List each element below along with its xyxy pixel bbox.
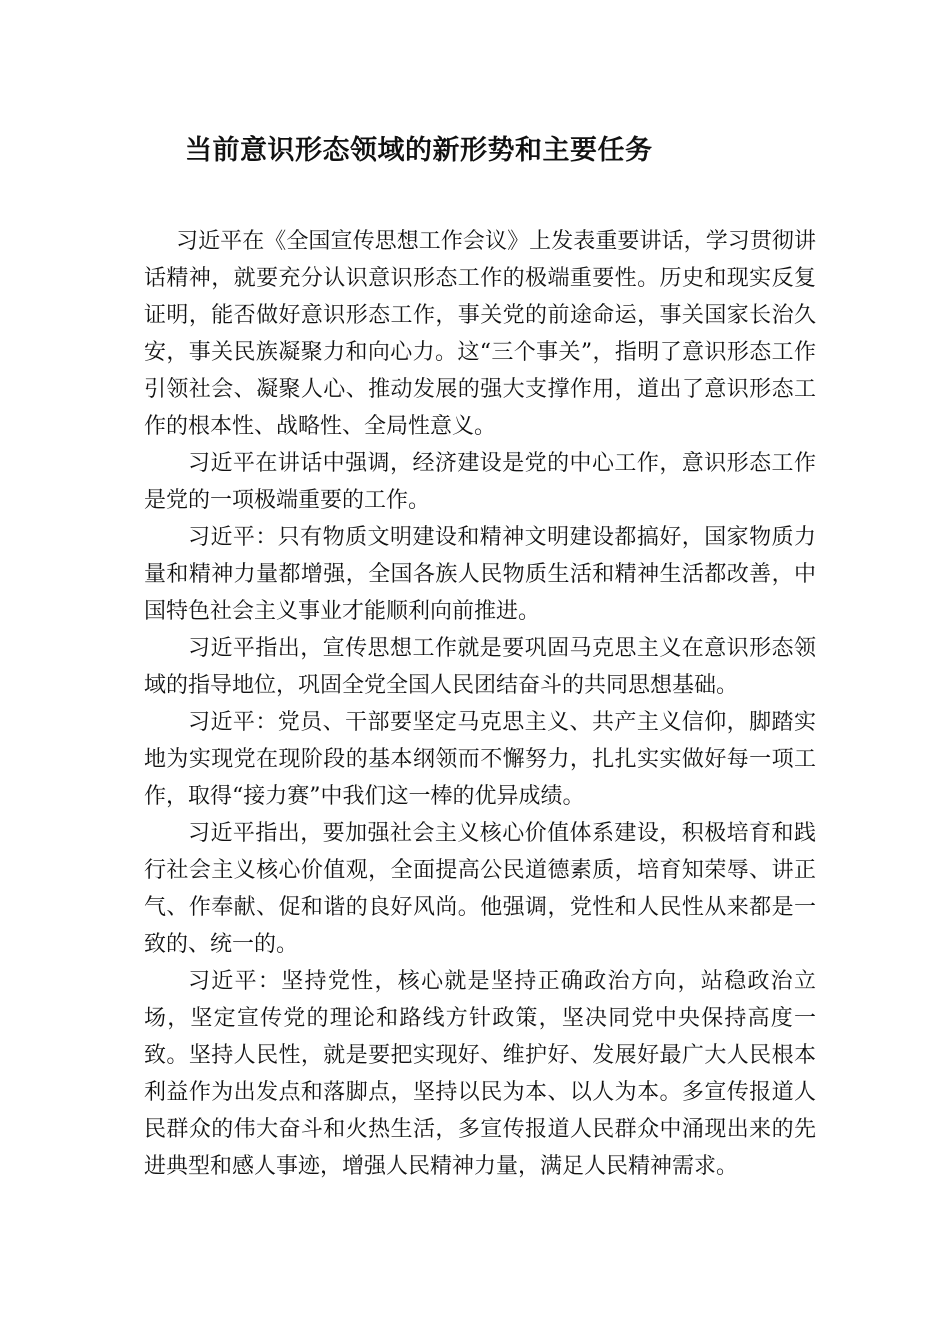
document-body xyxy=(144,223,816,1185)
document-title: 当前意识形态领域的新形势和主要任务 xyxy=(185,135,653,166)
paragraph-5: 习近平：党员、干部要坚定马克思主义、共产主义信仰，脚踏实地为实现党在现阶段的基本纲领而不懈努力，扎扎实实做好每一项工作，取得“接力赛”中我们这一棒的优异成绩。 xyxy=(144,710,816,809)
paragraph-6: 习近平指出，要加强社会主义核心价值体系建设，积极培育和践行社会主义核心价值观，全面提高公民道德素质，培育知荣辱、讲正气、作奉献、促和谐的良好风尚。他强调，党性和人民性从来都是一致的、统一的。 xyxy=(144,821,816,957)
paragraph-7: 习近平：坚持党性，核心就是坚持正确政治方向，站稳政治立场，坚定宣传党的理论和路线方针政策，坚决同党中央保持高度一致。坚持人民性，就是要把实现好、维护好、发展好最广大人民根本利益作为出发点和落脚点，坚持以民为本、以人为本。多宣传报道人民群众的伟大奋斗和火热生活，多宣传报道人民群众中涌现出来的先进典型和感人事迹，增强人民精神力量，满足人民精神需求。 xyxy=(144,969,816,1179)
paragraph-2: 习近平在讲话中强调，经济建设是党的中心工作，意识形态工作是党的一项极端重要的工作。 xyxy=(144,451,816,513)
paragraph-4: 习近平指出，宣传思想工作就是要巩固马克思主义在意识形态领域的指导地位，巩固全党全国人民团结奋斗的共同思想基础。 xyxy=(144,636,816,698)
paragraph-1: 习近平在《全国宣传思想工作会议》上发表重要讲话，学习贯彻讲话精神，就要充分认识意识形态工作的极端重要性。历史和现实反复证明，能否做好意识形态工作，事关党的前途命运，事关国家长治久安，事关民族凝聚力和向心力。这“三个事关”，指明了意识形态工作引领社会、凝聚人心、推动发展的强大支撑作用，道出了意识形态工作的根本性、战略性、全局性意义。 xyxy=(144,229,816,439)
paragraph-3: 习近平：只有物质文明建设和精神文明建设都搞好，国家物质力量和精神力量都增强，全国各族人民物质生活和精神生活都改善，中国特色社会主义事业才能顺利向前推进。 xyxy=(144,525,816,624)
